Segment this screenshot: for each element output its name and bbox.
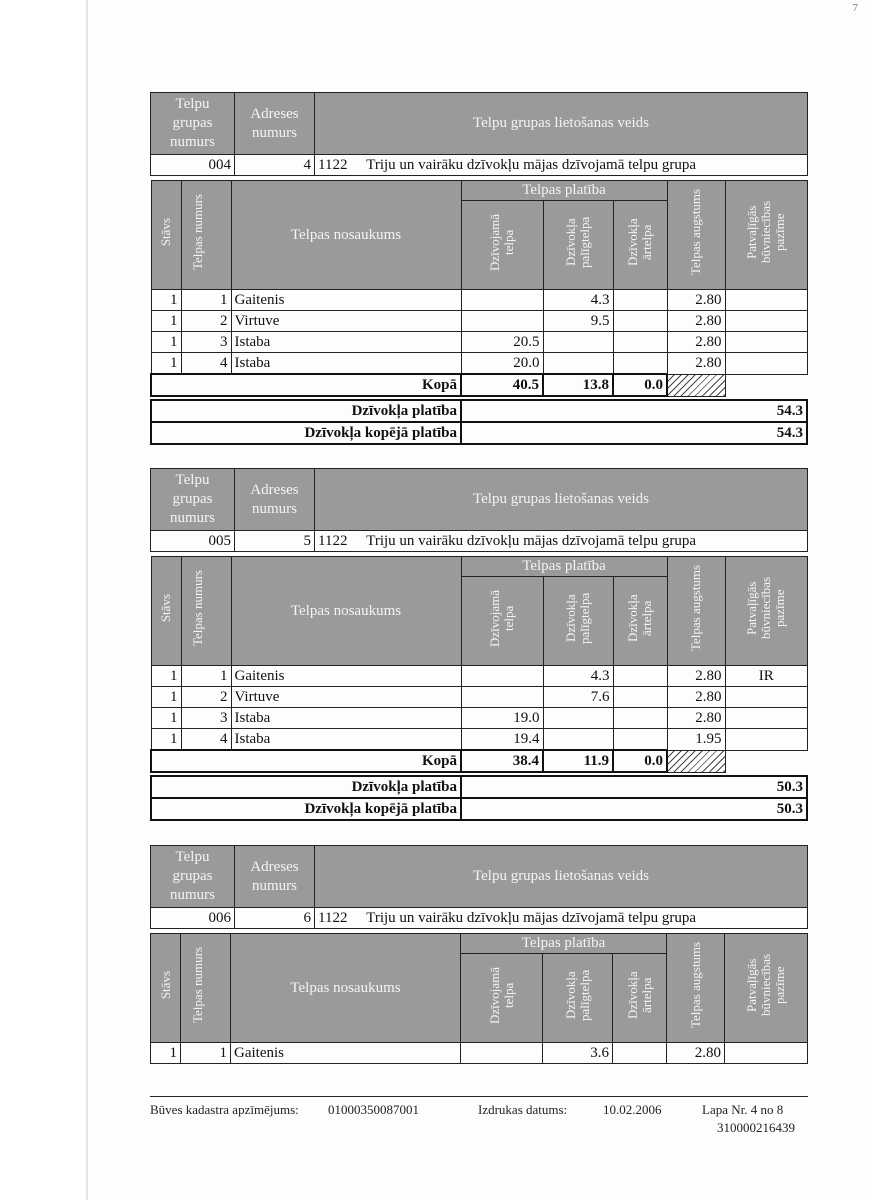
unauthorized-header: [725, 181, 808, 290]
room-flag: [725, 290, 808, 311]
room-row: [151, 353, 808, 375]
column-header-label: Telpas augstums: [688, 564, 703, 652]
outer-header: [613, 577, 667, 666]
room-floor: 1: [151, 666, 181, 687]
total-label: Kopā: [151, 374, 461, 396]
usage-text: Triju un vairāku dzīvokļu mājas dzīvojamā telpu grupa: [366, 156, 696, 173]
totals-row: [151, 374, 808, 396]
room-group-1: [150, 468, 808, 821]
rooms-table: [150, 180, 808, 397]
apartment-area-table: [150, 775, 808, 821]
room-floor: 1: [151, 1043, 181, 1064]
room-row: [151, 729, 808, 751]
apartment-area-table: [150, 399, 808, 445]
room-number: 4: [181, 353, 231, 375]
usage-type-header: Telpu grupas lietošanas veids: [315, 469, 808, 531]
room-name-header: Telpas nosaukums: [231, 181, 461, 290]
column-header-label: Dzīvokļa palīgtelpa: [563, 592, 592, 644]
room-row: [151, 1043, 808, 1064]
room-living: [461, 311, 543, 332]
apartment-total-area-value: 50.3: [461, 798, 807, 820]
height-header: [667, 181, 725, 290]
apartment-total-area-label: Dzīvokļa kopējā platība: [151, 422, 461, 444]
room-height: 2.80: [667, 708, 725, 729]
outer-header: [613, 954, 667, 1043]
blank-cell: [725, 750, 808, 772]
room-outer: [613, 353, 667, 375]
floor-header: [151, 934, 181, 1043]
print-date-label: Izdrukas datums:: [478, 1102, 568, 1117]
room-area-header: Telpas platība: [461, 934, 667, 954]
usage-code: 1122: [318, 532, 348, 549]
room-floor: 1: [151, 290, 181, 311]
room-name: Istaba: [231, 332, 461, 353]
page-number: Lapa Nr. 4 no 8: [702, 1102, 784, 1117]
room-flag: [725, 729, 808, 751]
outer-header: [613, 201, 667, 290]
room-flag: IR: [725, 666, 808, 687]
room-height: 1.95: [667, 729, 725, 751]
room-floor: 1: [151, 729, 181, 751]
room-number: 3: [181, 708, 231, 729]
column-header-label: Dzīvojamā telpa: [486, 966, 516, 1024]
group-header-table: [150, 468, 808, 552]
room-name: Gaitenis: [231, 1043, 461, 1064]
total-living: 40.5: [461, 374, 543, 396]
usage-type-header: Telpu grupas lietošanas veids: [315, 93, 808, 155]
room-number: 3: [181, 332, 231, 353]
usage-type: [315, 908, 808, 929]
room-aux: [543, 353, 613, 375]
group-header-table: [150, 92, 808, 176]
address-number-header: Adreses numurs: [235, 846, 315, 908]
auxiliary-header: [543, 201, 613, 290]
address-number: 6: [235, 908, 315, 929]
room-height: 2.80: [667, 332, 725, 353]
usage-type: [315, 531, 808, 552]
group-number: 004: [151, 155, 235, 176]
room-floor: 1: [151, 687, 181, 708]
group-header-table: [150, 845, 808, 929]
room-living: 19.4: [461, 729, 543, 751]
group-number: 005: [151, 531, 235, 552]
room-living: 20.5: [461, 332, 543, 353]
room-row: [151, 687, 808, 708]
address-number: 4: [235, 155, 315, 176]
room-name: Gaitenis: [231, 666, 461, 687]
room-height: 2.80: [667, 666, 725, 687]
room-row: [151, 311, 808, 332]
document-number: 310000216439: [717, 1120, 795, 1135]
column-header-label: Telpas numurs: [190, 570, 205, 646]
room-number: 1: [181, 290, 231, 311]
room-outer: [613, 666, 667, 687]
room-row: [151, 666, 808, 687]
room-number-header: [181, 934, 231, 1043]
room-area-header: Telpas platība: [461, 557, 667, 577]
room-row: [151, 708, 808, 729]
room-outer: [613, 1043, 667, 1064]
apartment-area-label: Dzīvokļa platība: [151, 776, 461, 798]
column-header-label: Stāvs: [158, 593, 173, 623]
room-living: [461, 1043, 543, 1064]
room-outer: [613, 332, 667, 353]
room-height: 2.80: [667, 311, 725, 332]
room-name: Gaitenis: [231, 290, 461, 311]
room-area-header: Telpas platība: [461, 181, 667, 201]
column-header-label: Dzīvojamā telpa: [487, 213, 516, 271]
room-height: 2.80: [667, 290, 725, 311]
rooms-table: [150, 556, 808, 773]
floor-header: [151, 181, 181, 290]
room-living: [461, 290, 543, 311]
room-floor: 1: [151, 708, 181, 729]
group-number-header: Telpu grupas numurs: [151, 93, 235, 155]
room-living: 19.0: [461, 708, 543, 729]
total-aux: 13.8: [543, 374, 613, 396]
floor-header: [151, 557, 181, 666]
room-row: [151, 290, 808, 311]
room-height: 2.80: [667, 353, 725, 375]
column-header-label: Telpas numurs: [190, 194, 205, 270]
apartment-area-value: 50.3: [461, 776, 807, 798]
room-aux: 4.3: [543, 666, 613, 687]
unauthorized-header: [725, 934, 808, 1043]
room-outer: [613, 311, 667, 332]
total-aux: 11.9: [543, 750, 613, 772]
room-floor: 1: [151, 311, 181, 332]
column-header-label: Patvaļīgās būvniecības pazīme: [744, 200, 788, 264]
hatched-cell: [667, 374, 725, 396]
auxiliary-header: [543, 954, 613, 1043]
usage-text: Triju un vairāku dzīvokļu mājas dzīvojamā telpu grupa: [366, 909, 696, 926]
column-header-label: Dzīvokļa palīgtelpa: [563, 216, 592, 268]
cadastre-label: Būves kadastra apzīmējums:: [150, 1102, 299, 1117]
living-header: [461, 577, 543, 666]
room-flag: [725, 332, 808, 353]
auxiliary-header: [543, 577, 613, 666]
room-number: 1: [181, 666, 231, 687]
living-header: [461, 201, 543, 290]
address-number-header: Adreses numurs: [235, 469, 315, 531]
room-group-2: [150, 845, 808, 1064]
room-flag: [725, 687, 808, 708]
room-flag: [725, 1043, 808, 1064]
room-name: Virtuve: [231, 311, 461, 332]
column-header-label: Dzīvokļa ārtelpa: [624, 971, 654, 1019]
usage-code: 1122: [318, 156, 348, 173]
room-aux: [543, 332, 613, 353]
room-height: 2.80: [667, 687, 725, 708]
room-number: 2: [181, 687, 231, 708]
room-living: [461, 687, 543, 708]
address-number-header: Adreses numurs: [235, 93, 315, 155]
group-number: 006: [151, 908, 235, 929]
apartment-total-area-value: 54.3: [461, 422, 807, 444]
hatched-cell: [667, 750, 725, 772]
column-header-label: Telpas augstums: [688, 188, 703, 276]
total-label: Kopā: [151, 750, 461, 772]
room-aux: 3.6: [543, 1043, 613, 1064]
room-flag: [725, 708, 808, 729]
column-header-label: Patvaļīgās būvniecības pazīme: [744, 576, 788, 640]
living-header: [461, 954, 543, 1043]
height-header: [667, 557, 725, 666]
total-living: 38.4: [461, 750, 543, 772]
cadastre-value: 01000350087001: [328, 1102, 419, 1117]
room-name: Istaba: [231, 708, 461, 729]
unauthorized-header: [725, 557, 808, 666]
room-outer: [613, 687, 667, 708]
room-number-header: [181, 181, 231, 290]
corner-mark: 7: [852, 2, 858, 14]
group-number-header: Telpu grupas numurs: [151, 846, 235, 908]
room-flag: [725, 353, 808, 375]
room-row: [151, 332, 808, 353]
column-header-label: Patvaļīgās būvniecības pazīme: [744, 953, 787, 1017]
total-outer: 0.0: [613, 374, 667, 396]
usage-code: 1122: [318, 909, 348, 926]
apartment-area-label: Dzīvokļa platība: [151, 400, 461, 422]
room-floor: 1: [151, 332, 181, 353]
total-outer: 0.0: [613, 750, 667, 772]
room-name-header: Telpas nosaukums: [231, 934, 461, 1043]
room-aux: 7.6: [543, 687, 613, 708]
room-height: 2.80: [667, 1043, 725, 1064]
column-header-label: Stāvs: [158, 217, 173, 247]
room-group-0: [150, 92, 808, 445]
usage-type-header: Telpu grupas lietošanas veids: [315, 846, 808, 908]
room-living: 20.0: [461, 353, 543, 375]
room-name: Virtuve: [231, 687, 461, 708]
room-outer: [613, 708, 667, 729]
room-number: 4: [181, 729, 231, 751]
room-floor: 1: [151, 353, 181, 375]
group-number-header: Telpu grupas numurs: [151, 469, 235, 531]
column-header-label: Dzīvojamā telpa: [487, 589, 516, 647]
column-header-label: Stāvs: [157, 970, 173, 1000]
room-name-header: Telpas nosaukums: [231, 557, 461, 666]
room-name: Istaba: [231, 353, 461, 375]
usage-type: [315, 155, 808, 176]
footer-rule: [150, 1096, 808, 1097]
room-aux: 9.5: [543, 311, 613, 332]
address-number: 5: [235, 531, 315, 552]
room-number-header: [181, 557, 231, 666]
room-aux: 4.3: [543, 290, 613, 311]
usage-text: Triju un vairāku dzīvokļu mājas dzīvojamā telpu grupa: [366, 532, 696, 549]
rooms-table: [150, 933, 808, 1064]
totals-row: [151, 750, 808, 772]
column-header-label: Dzīvokļa ārtelpa: [625, 218, 654, 266]
room-aux: [543, 708, 613, 729]
print-date-value: 10.02.2006: [603, 1102, 662, 1117]
column-header-label: Dzīvokļa palīgtelpa: [562, 969, 592, 1021]
room-outer: [613, 729, 667, 751]
apartment-total-area-label: Dzīvokļa kopējā platība: [151, 798, 461, 820]
room-flag: [725, 311, 808, 332]
apartment-area-value: 54.3: [461, 400, 807, 422]
column-header-label: Dzīvokļa ārtelpa: [625, 594, 654, 642]
room-number: 2: [181, 311, 231, 332]
column-header-label: Telpas augstums: [687, 941, 703, 1029]
room-living: [461, 666, 543, 687]
room-name: Istaba: [231, 729, 461, 751]
blank-cell: [725, 374, 808, 396]
column-header-label: Telpas numurs: [189, 947, 205, 1023]
height-header: [667, 934, 725, 1043]
room-number: 1: [181, 1043, 231, 1064]
room-outer: [613, 290, 667, 311]
room-aux: [543, 729, 613, 751]
